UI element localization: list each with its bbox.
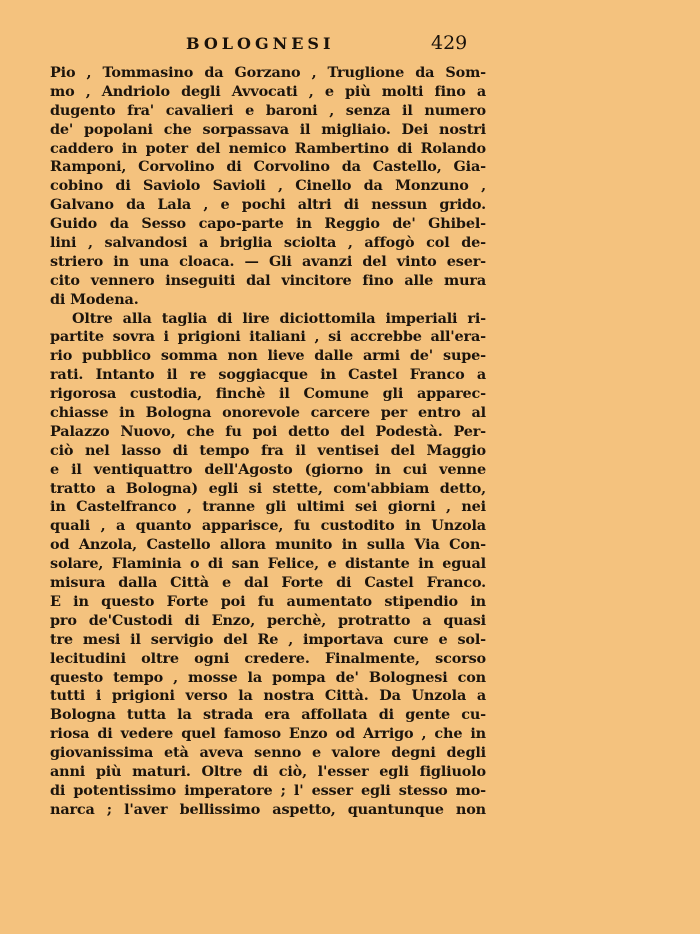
page-number: 429 bbox=[431, 32, 468, 54]
text-line: cito vennero inseguiti dal vincitore fino alle mura bbox=[50, 271, 486, 289]
text-line: Palazzo Nuovo, che fu poi detto del Podestà. Per- bbox=[50, 422, 486, 440]
text-line: giovanissima età aveva senno e valore degni degli bbox=[50, 744, 486, 762]
text-line: ciò nel lasso di tempo fra il ventisei del Maggio bbox=[50, 441, 486, 459]
text-line: mo , Andriolo degli Avvocati , e più molti fino a bbox=[50, 82, 486, 100]
text-line: rigorosa custodia, finchè il Comune gli apparec- bbox=[50, 385, 486, 403]
text-line: Galvano da Lala , e pochi altri di nessun grido. bbox=[50, 196, 486, 214]
text-line: partite sovra i prigioni italiani , si accrebbe all'era- bbox=[50, 328, 486, 346]
text-line: tratto a Bologna) egli si stette, com'abbiam detto, bbox=[50, 479, 486, 497]
text-line: anni più maturi. Oltre di ciò, l'esser egli figliuolo bbox=[50, 762, 486, 780]
body-text bbox=[50, 64, 486, 820]
running-title: BOLOGNESI bbox=[186, 34, 335, 53]
text-line: rio pubblico somma non lieve dalle armi de' supe- bbox=[50, 347, 486, 365]
text-line: E in questo Forte poi fu aumentato stipendio in bbox=[50, 592, 486, 610]
text-line: Bologna tutta la strada era affollata di gente cu- bbox=[50, 706, 486, 724]
text-line: tre mesi il servigio del Re , importava cure e sol- bbox=[50, 630, 486, 648]
text-line: chiasse in Bologna onorevole carcere per entro al bbox=[50, 404, 486, 422]
text-line: in Castelfranco , tranne gli ultimi sei giorni , nei bbox=[50, 498, 486, 516]
text-line: dugento fra' cavalieri e baroni , senza il numero bbox=[50, 101, 486, 119]
text-line: riosa di vedere quel famoso Enzo od Arrigo , che in bbox=[50, 725, 486, 743]
text-line: lini , salvandosi a briglia sciolta , affogò col de- bbox=[50, 234, 486, 252]
text-line: narca ; l'aver bellissimo aspetto, quantunque non bbox=[50, 800, 486, 818]
text-line: Ramponi, Corvolino di Corvolino da Castello, Gia- bbox=[50, 158, 486, 176]
text-line: Oltre alla taglia di lire diciottomila imperiali ri- bbox=[72, 309, 486, 327]
text-line: caddero in poter del nemico Rambertino di Rolando bbox=[50, 139, 486, 157]
text-line: pro de'Custodi di Enzo, perchè, protratto a quasi bbox=[50, 611, 486, 629]
text-line: de' popolani che sorpassava il migliaio. Dei nostri bbox=[50, 120, 486, 138]
text-line: rati. Intanto il re soggiacque in Castel Franco a bbox=[50, 366, 486, 384]
text-line: solare, Flaminia o di san Felice, e distante in egual bbox=[50, 555, 486, 573]
text-line: di Modena. bbox=[50, 290, 139, 308]
text-line: tutti i prigioni verso la nostra Città. Da Unzola a bbox=[50, 687, 486, 705]
text-line: quali , a quanto apparisce, fu custodito in Unzola bbox=[50, 517, 486, 535]
text-line: misura dalla Città e dal Forte di Castel Franco. bbox=[50, 574, 486, 592]
text-line: cobino di Saviolo Savioli , Cinello da Monzuno , bbox=[50, 177, 486, 195]
text-line: Pio , Tommasino da Gorzano , Truglione da Som- bbox=[50, 64, 486, 81]
text-line: Guido da Sesso capo-parte in Reggio de' Ghibel- bbox=[50, 215, 486, 233]
text-line: e il ventiquattro dell'Agosto (giorno in cui venne bbox=[50, 460, 486, 478]
text-line: striero in una cloaca. — Gli avanzi del vinto eser- bbox=[50, 252, 486, 270]
text-line: di potentissimo imperatore ; l' esser egli stesso mo- bbox=[50, 781, 486, 799]
text-line: questo tempo , mosse la pompa de' Bolognesi con bbox=[50, 668, 486, 686]
text-line: lecitudini oltre ogni credere. Finalmente, scorso bbox=[50, 649, 486, 667]
text-line: od Anzola, Castello allora munito in sulla Via Con- bbox=[50, 536, 486, 554]
